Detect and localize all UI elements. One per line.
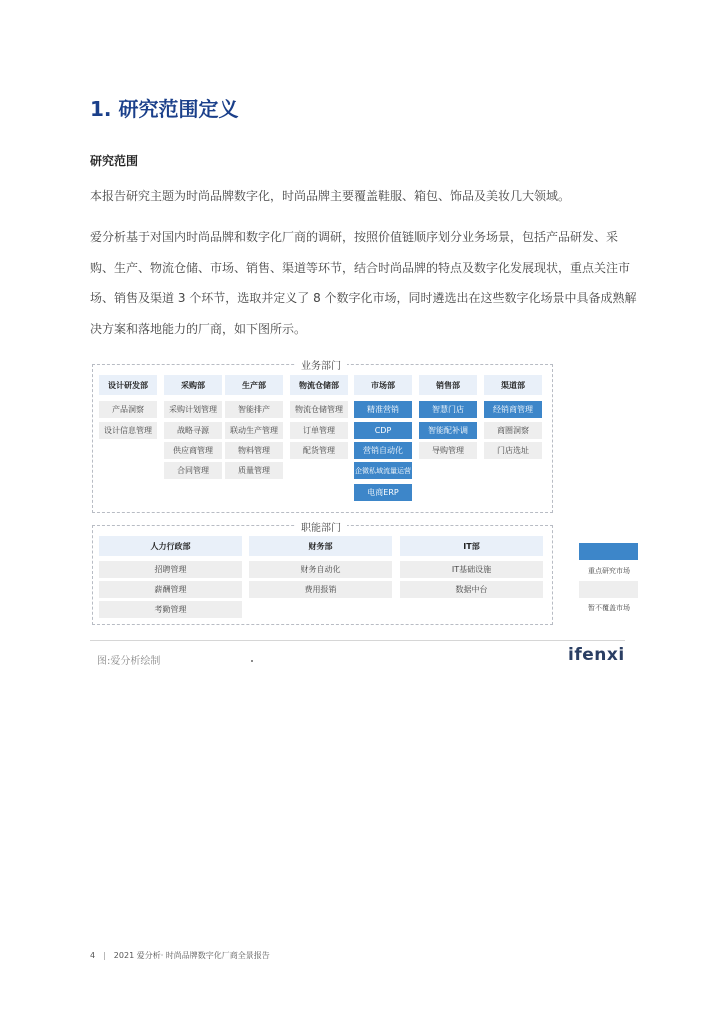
function-market-cell: 考勤管理 — [99, 601, 242, 618]
business-column-header: 销售部 — [419, 375, 477, 395]
function-market-cell: 招聘管理 — [99, 561, 242, 578]
business-column-header: 物流仓储部 — [290, 375, 348, 395]
function-column-header: IT部 — [400, 536, 543, 556]
focus-market-cell: 电商ERP — [354, 484, 412, 501]
market-cell: 设计信息管理 — [99, 422, 157, 439]
legend-other-swatch — [579, 581, 638, 598]
function-market-cell: 数据中台 — [400, 581, 543, 598]
function-market-cell: 薪酬管理 — [99, 581, 242, 598]
function-departments-label: 职能部门 — [295, 519, 347, 534]
focus-market-cell: 营销自动化 — [354, 442, 412, 459]
legend-other-label: 暂不覆盖市场 — [588, 604, 630, 612]
business-column-header: 生产部 — [225, 375, 283, 395]
function-market-cell: 费用报销 — [249, 581, 392, 598]
market-cell: 智能排产 — [225, 401, 283, 418]
function-market-cell: IT基础设施 — [400, 561, 543, 578]
intro-paragraph: 本报告研究主题为时尚品牌数字化，时尚品牌主要覆盖鞋服、箱包、饰品及美妆几大领域。 — [90, 189, 571, 203]
function-column-header: 财务部 — [249, 536, 392, 556]
focus-market-cell: 智能配补调 — [419, 422, 477, 439]
function-column-header: 人力行政部 — [99, 536, 242, 556]
market-cell: 导购管理 — [419, 442, 477, 459]
focus-market-cell: 经销商管理 — [484, 401, 542, 418]
focus-market-cell: 企微私域流量运营 — [354, 462, 412, 479]
footer-title: 2021 爱分析· 时尚品牌数字化厂商全景报告 — [113, 951, 270, 960]
ifenxi-logo: ifenxi — [568, 645, 625, 665]
focus-market-cell: 智慧门店 — [419, 401, 477, 418]
page-number: 4 — [90, 951, 96, 960]
scope-paragraph: 爱分析基于对国内时尚品牌和数字化厂商的调研，按照价值链顺序划分业务场景，包括产品研发、采购、生产、物流仓储、市场、销售、渠道等环节，结合时尚品牌的特点及数字化发展现状，重点关注市场、销售及渠道 3 个环节，选取并定义了 8 个数字化市场，同时遴选出在这些数字化场景中具备成熟解决方案和落地能力的厂商，如下图所示。 — [90, 230, 637, 336]
business-departments-label: 业务部门 — [295, 357, 347, 372]
market-cell: 配货管理 — [290, 442, 348, 459]
market-cell: 质量管理 — [225, 462, 283, 479]
caption-divider — [90, 640, 625, 641]
market-cell: 供应商管理 — [164, 442, 222, 459]
dot-mark — [251, 660, 253, 662]
legend-focus-label: 重点研究市场 — [588, 567, 630, 575]
section-heading: 1. 研究范围定义 — [90, 97, 239, 121]
legend-focus-swatch — [579, 543, 638, 560]
focus-market-cell: CDP — [354, 422, 412, 439]
subsection-heading: 研究范围 — [90, 154, 139, 168]
business-column-header: 采购部 — [164, 375, 222, 395]
market-cell: 战略寻源 — [164, 422, 222, 439]
market-cell: 采购计划管理 — [164, 401, 222, 418]
business-column-header: 渠道部 — [484, 375, 542, 395]
business-column-header: 设计研发部 — [99, 375, 157, 395]
market-cell: 合同管理 — [164, 462, 222, 479]
market-cell: 联动生产管理 — [225, 422, 283, 439]
function-market-cell: 财务自动化 — [249, 561, 392, 578]
market-cell: 产品洞察 — [99, 401, 157, 418]
market-cell: 商圈洞察 — [484, 422, 542, 439]
business-column-header: 市场部 — [354, 375, 412, 395]
page-footer — [90, 950, 270, 961]
market-cell: 物料管理 — [225, 442, 283, 459]
figure-caption: 图:爱分析绘制 — [97, 656, 161, 667]
market-cell: 订单管理 — [290, 422, 348, 439]
footer-separator: | — [103, 951, 106, 960]
focus-market-cell: 精准营销 — [354, 401, 412, 418]
market-cell: 物流仓储管理 — [290, 401, 348, 418]
market-cell: 门店选址 — [484, 442, 542, 459]
